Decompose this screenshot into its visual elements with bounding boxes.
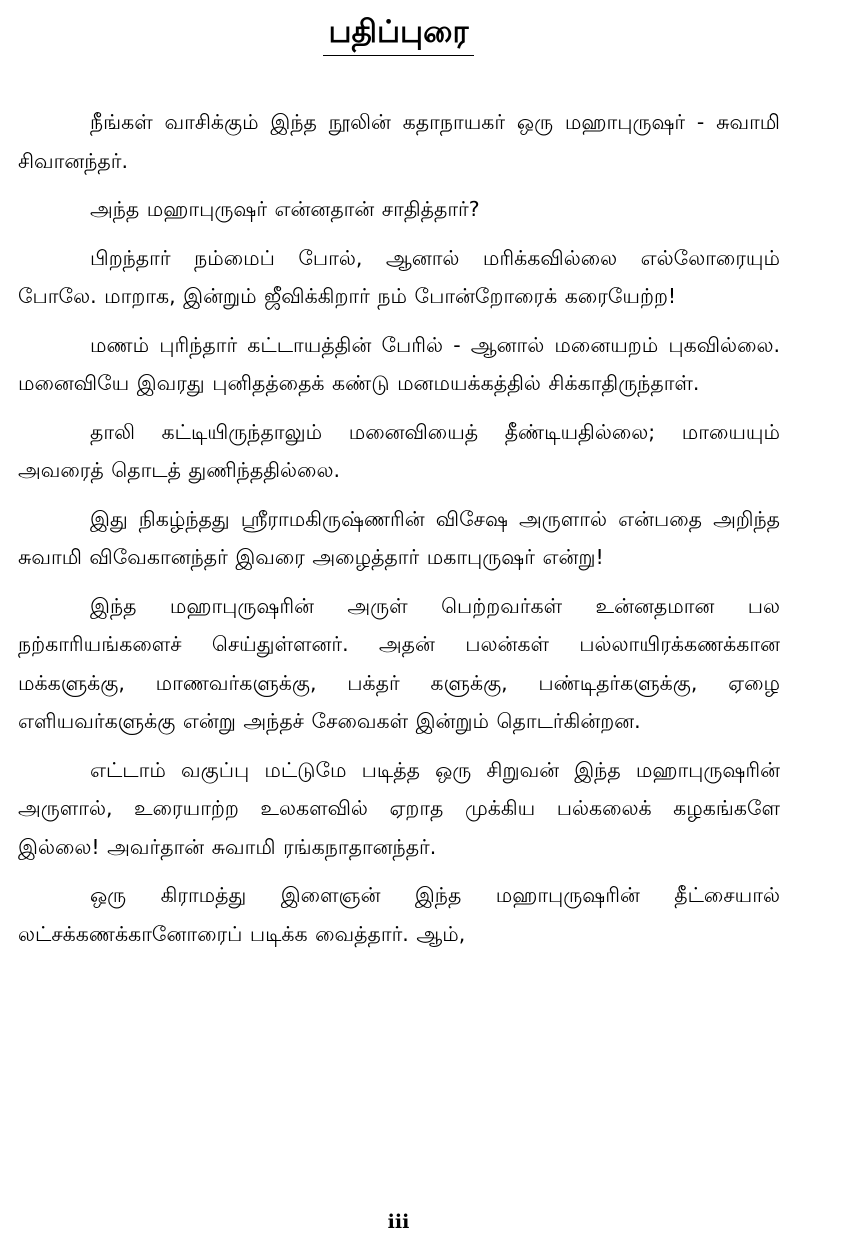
- paragraph: இந்த மஹாபுருஷரின் அருள் பெற்றவர்கள் உன்னதமான பல நற்காரியங்களைச் செய்துள்ளனர். அதன் பலன்கள் பல்லாயிரக்கணக்கான மக்களுக்கு, மாணவர்களுக்கு, பக்தர் களுக்கு, பண்டிதர்களுக்கு, ஏழை எளியவர்களுக்கு என்று அந்தச் சேவைகள் இன்றும் தொடர்கின்றன.: [18, 593, 780, 733]
- paragraph: மணம் புரிந்தார் கட்டாயத்தின் பேரில் - ஆனால் மனையறம் புகவில்லை. மனைவியே இவரது புனிதத்தைக் கண்டு மனமயக்கத்தில் சிக்காதிருந்தாள்.: [18, 332, 780, 395]
- paragraph: இது நிகழ்ந்தது ஸ்ரீராமகிருஷ்ணரின் விசேஷ அருளால் என்பதை அறிந்த சுவாமி விவேகானந்தர் இவரை அழைத்தார் மகாபுருஷர் என்று!: [18, 506, 780, 569]
- preface-body: [18, 103, 780, 963]
- paragraph: தாலி கட்டியிருந்தாலும் மனைவியைத் தீண்டியதில்லை; மாயையும் அவரைத் தொடத் துணிந்ததில்லை.: [18, 419, 780, 482]
- paragraph: எட்டாம் வகுப்பு மட்டுமே படித்த ஒரு சிறுவன் இந்த மஹாபுருஷரின் அருளால், உரையாற்ற உலகளவில் ஏறாத முக்கிய பல்கலைக் கழகங்களே இல்லை! அவர்தான் சுவாமி ரங்கநாதானந்தர்.: [18, 757, 780, 859]
- page-title: [0, 12, 797, 56]
- page-title-text: பதிப்புரை: [323, 12, 475, 56]
- paragraph: ஒரு கிராமத்து இளைஞன் இந்த மஹாபுருஷரின் தீட்சையால் லட்சக்கணக்கானோரைப் படிக்க வைத்தார். ஆம்,: [18, 883, 780, 946]
- paragraph: பிறந்தார் நம்மைப் போல், ஆனால் மரிக்கவில்லை எல்லோரையும் போலே. மாறாக, இன்றும் ஜீவிக்கிறார் நம் போன்றோரைக் கரையேற்ற!: [18, 245, 780, 308]
- paragraph: அந்த மஹாபுருஷர் என்னதான் சாதித்தார்?: [90, 197, 480, 221]
- page-number: iii: [387, 1211, 410, 1233]
- paragraph: நீங்கள் வாசிக்கும் இந்த நூலின் கதாநாயகர் ஒரு மஹாபுருஷர் - சுவாமி சிவானந்தர்.: [18, 110, 780, 173]
